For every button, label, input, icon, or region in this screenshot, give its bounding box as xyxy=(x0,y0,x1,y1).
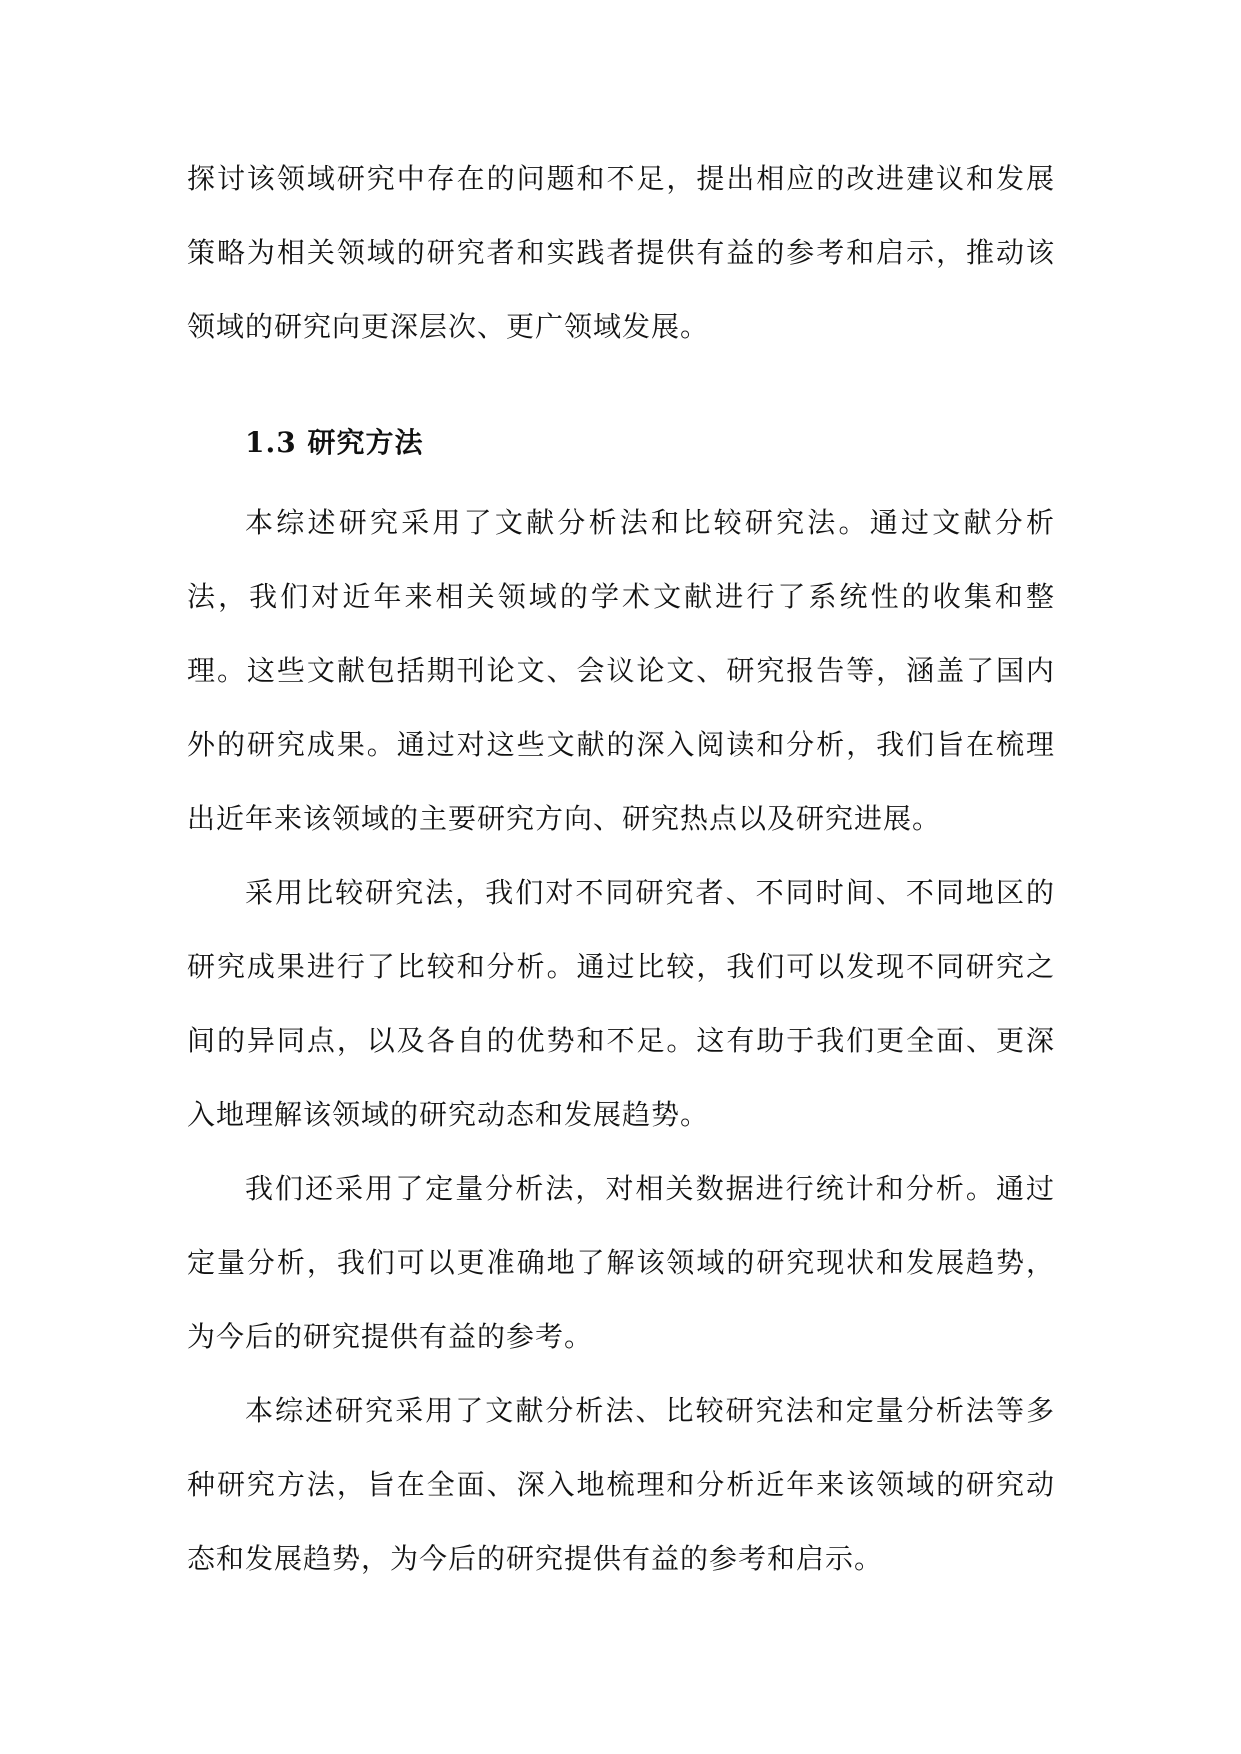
paragraph-continued: 探讨该领域研究中存在的问题和不足，提出相应的改进建议和发展策略为相关领域的研究者和实践者提供有益的参考和启示，推动该领域的研究向更深层次、更广领域发展。 xyxy=(187,162,1055,343)
paragraph-methods-literature: 本综述研究采用了文献分析法和比较研究法。通过文献分析法，我们对近年来相关领域的学术文献进行了系统性的收集和整理。这些文献包括期刊论文、会议论文、研究报告等，涵盖了国内外的研究成果。通过对这些文献的深入阅读和分析，我们旨在梳理出近年来该领域的主要研究方向、研究热点以及研究进展。 xyxy=(187,506,1055,835)
paragraph-methods-summary: 本综述研究采用了文献分析法、比较研究法和定量分析法等多种研究方法，旨在全面、深入地梳理和分析近年来该领域的研究动态和发展趋势，为今后的研究提供有益的参考和启示。 xyxy=(187,1394,1055,1575)
section-heading: 1.3 研究方法 xyxy=(245,426,424,459)
paragraph-methods-quantitative: 我们还采用了定量分析法，对相关数据进行统计和分析。通过定量分析，我们可以更准确地了解该领域的研究现状和发展趋势，为今后的研究提供有益的参考。 xyxy=(187,1172,1055,1353)
document-body xyxy=(187,142,1055,1596)
paragraph-methods-comparative: 采用比较研究法，我们对不同研究者、不同时间、不同地区的研究成果进行了比较和分析。通过比较，我们可以发现不同研究之间的异同点，以及各自的优势和不足。这有助于我们更全面、更深入地理解该领域的研究动态和发展趋势。 xyxy=(187,876,1055,1131)
